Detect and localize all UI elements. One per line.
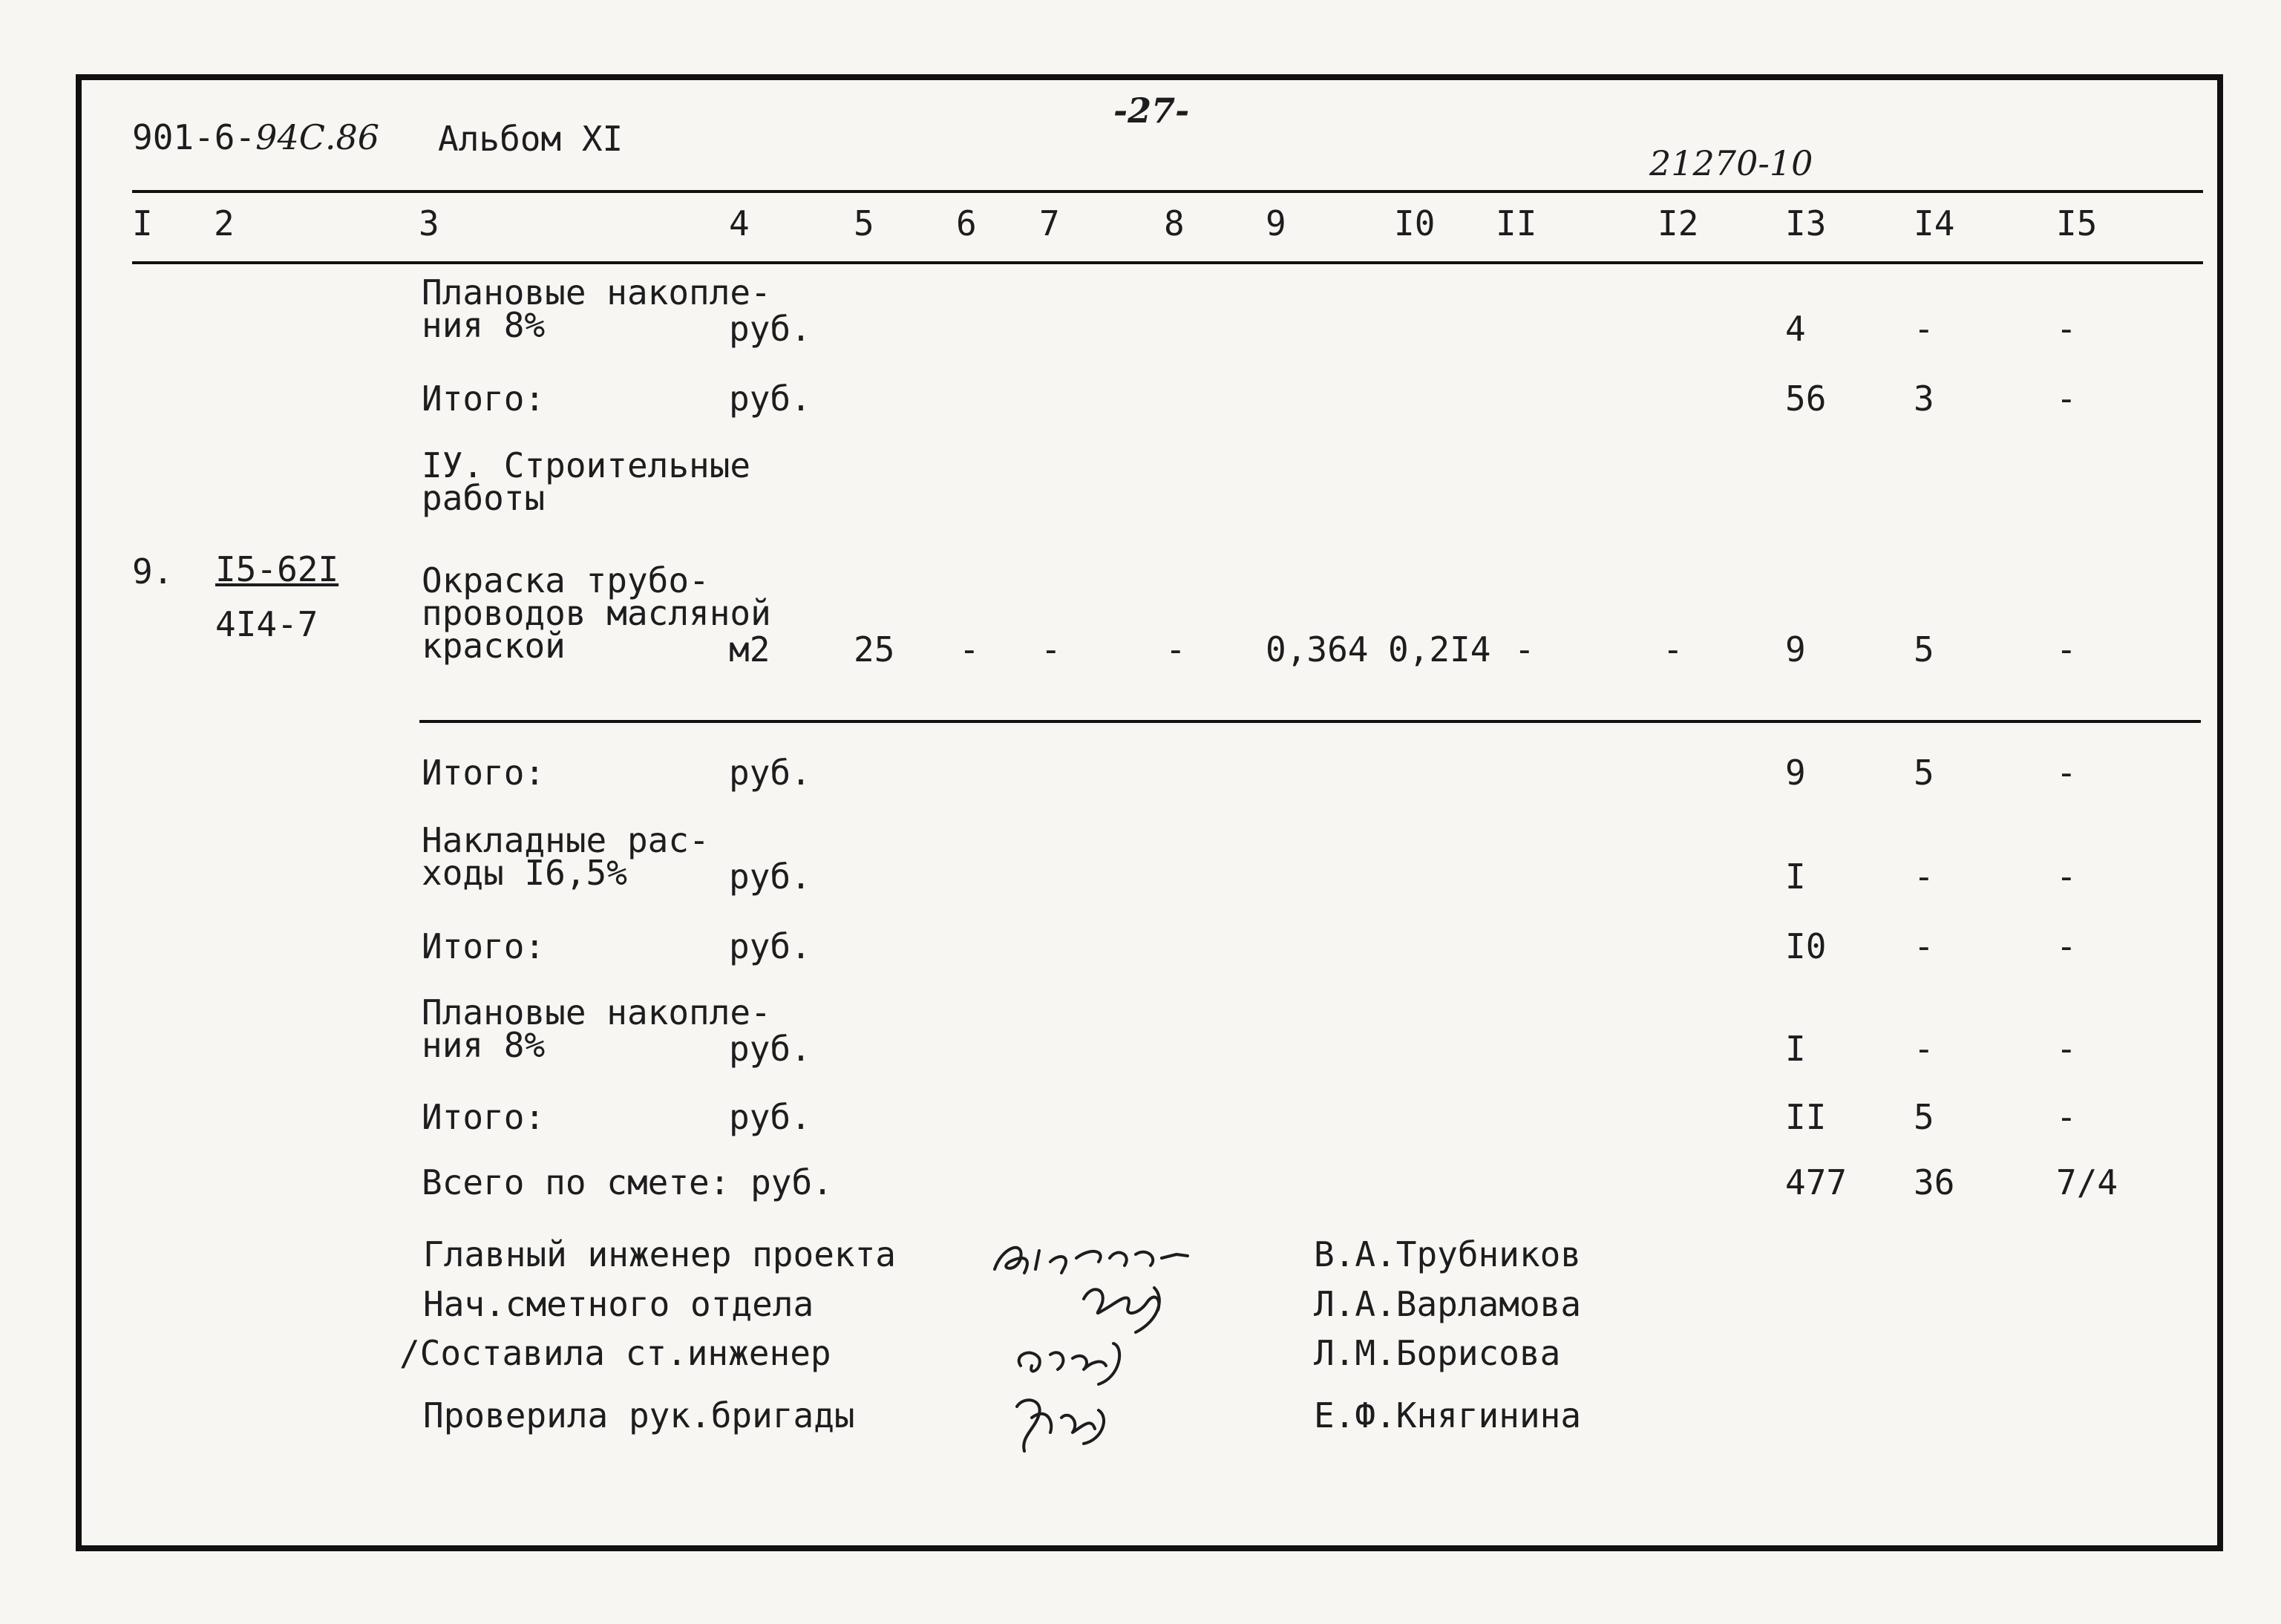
- cell-15: -: [2056, 309, 2077, 349]
- cell-13: 9: [1785, 753, 1806, 793]
- cell-13: 9: [1785, 629, 1806, 669]
- cell-13: II: [1785, 1097, 1827, 1137]
- cell-14: -: [1914, 857, 1934, 897]
- cell-14: 5: [1914, 1097, 1934, 1137]
- column-header: 3: [419, 203, 439, 243]
- album-label: Альбом XI: [438, 119, 624, 159]
- document-code-handwritten: 94С.86: [255, 117, 380, 157]
- column-header: I3: [1785, 203, 1827, 243]
- column-header: 4: [729, 203, 750, 243]
- norm-code-bottom: 4I4-7: [215, 604, 318, 644]
- row-unit: руб.: [729, 926, 811, 966]
- cell-13: I: [1785, 857, 1806, 897]
- row-unit: руб.: [729, 857, 811, 897]
- row-name: Накладные рас- ходы I6,5%: [422, 820, 710, 893]
- signer-role: Проверила рук.бригады: [423, 1395, 855, 1435]
- column-header: 2: [214, 203, 235, 243]
- signer-name: Л.А.Варламова: [1314, 1284, 1582, 1324]
- row-name: Итого:: [422, 379, 546, 419]
- column-header: I0: [1394, 203, 1436, 243]
- cell-15: -: [2056, 753, 2077, 793]
- document-code: [132, 119, 379, 156]
- header-top-rule: [132, 190, 2203, 193]
- row-name: Итого:: [422, 926, 546, 966]
- page-number: -27-: [1113, 91, 1190, 131]
- cell-14: -: [1914, 1029, 1934, 1069]
- row-unit: руб.: [729, 1029, 811, 1069]
- row-unit: руб.: [729, 1097, 811, 1137]
- cell-7: -: [1041, 629, 1061, 669]
- cell-13: I: [1785, 1029, 1806, 1069]
- column-header: II: [1496, 203, 1537, 243]
- column-header: I4: [1914, 203, 1955, 243]
- cell-15: -: [2056, 1097, 2077, 1137]
- cell-13: 477: [1785, 1162, 1848, 1202]
- cell-15: 7/4: [2056, 1162, 2118, 1202]
- row-unit: руб.: [729, 309, 811, 349]
- cell-13: 56: [1785, 379, 1827, 419]
- handwritten-signatures: [980, 1217, 1321, 1470]
- grand-total-label: Всего по смете: руб.: [422, 1162, 833, 1202]
- row-name: Плановые накопле- ния 8%: [422, 272, 771, 345]
- cell-14: 36: [1914, 1162, 1955, 1202]
- cell-8: -: [1165, 629, 1186, 669]
- column-header: 5: [854, 203, 874, 243]
- cell-12: -: [1663, 629, 1683, 669]
- row-name: Итого:: [422, 1097, 546, 1137]
- row-unit: руб.: [729, 379, 811, 419]
- cell-14: 5: [1914, 629, 1934, 669]
- column-header: 6: [956, 203, 977, 243]
- signer-role: /Составила ст.инженер: [399, 1333, 831, 1373]
- cell-11: -: [1514, 629, 1535, 669]
- header-bottom-rule: [132, 261, 2203, 264]
- row-name: Окраска трубо- проводов масляной краской: [422, 560, 771, 666]
- cell-14: -: [1914, 926, 1934, 966]
- row-name: Итого:: [422, 753, 546, 793]
- document-code-printed: 901-6-: [132, 117, 256, 157]
- signer-name: Е.Ф.Княгинина: [1314, 1395, 1582, 1435]
- signer-role: Главный инженер проекта: [423, 1234, 896, 1274]
- column-header: I2: [1657, 203, 1699, 243]
- column-header: 9: [1266, 203, 1286, 243]
- document-number: 21270-10: [1649, 143, 1813, 183]
- cell-15: -: [2056, 629, 2077, 669]
- cell-14: 5: [1914, 753, 1934, 793]
- column-header: 7: [1039, 203, 1060, 243]
- cell-13: I0: [1785, 926, 1827, 966]
- cell-15: -: [2056, 379, 2077, 419]
- column-header: I5: [2056, 203, 2098, 243]
- section-rule: [419, 720, 2201, 723]
- row-name: Плановые накопле- ния 8%: [422, 992, 771, 1065]
- column-header: 8: [1164, 203, 1185, 243]
- cell-15: -: [2056, 926, 2077, 966]
- row-unit: руб.: [729, 753, 811, 793]
- signer-name: В.А.Трубников: [1314, 1234, 1582, 1274]
- cell-15: -: [2056, 857, 2077, 897]
- cell-14: -: [1914, 309, 1934, 349]
- row-unit: м2: [729, 629, 770, 669]
- cell-13: 4: [1785, 309, 1806, 349]
- cell-9: 0,364: [1266, 629, 1369, 669]
- cell-15: -: [2056, 1029, 2077, 1069]
- column-header: I: [132, 203, 153, 243]
- cell-14: 3: [1914, 379, 1934, 419]
- cell-10: 0,2I4: [1388, 629, 1491, 669]
- cell-6: -: [959, 629, 980, 669]
- signer-role: Нач.сметного отдела: [423, 1284, 814, 1324]
- signer-name: Л.М.Борисова: [1314, 1333, 1561, 1373]
- row-number: 9.: [132, 551, 174, 592]
- section-heading: IУ. Строительные работы: [422, 445, 751, 518]
- cell-5: 25: [854, 629, 895, 669]
- norm-code-top: I5-62I: [215, 549, 339, 589]
